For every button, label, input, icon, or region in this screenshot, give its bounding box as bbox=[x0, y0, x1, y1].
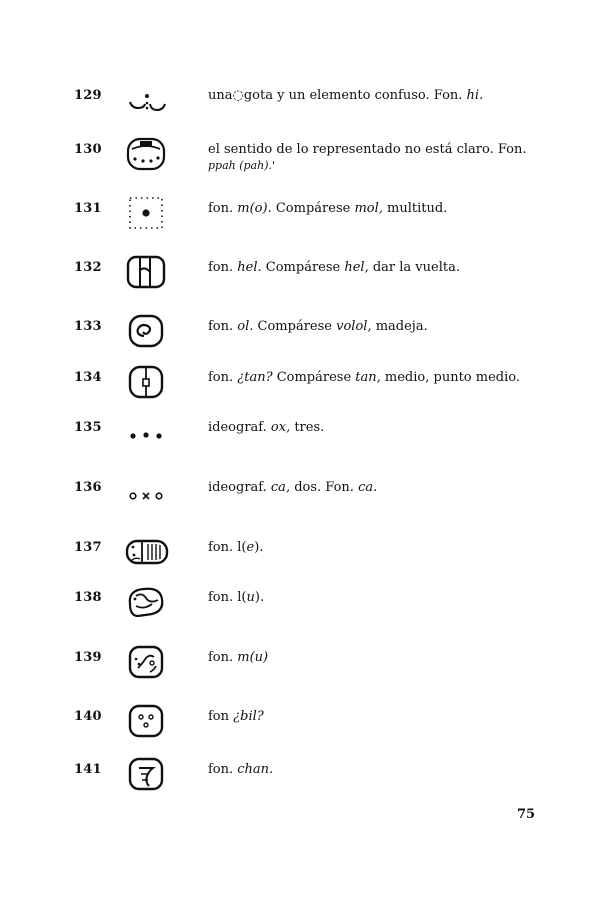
tan-glyph-icon bbox=[122, 364, 170, 400]
entry-number: 138 bbox=[74, 590, 102, 605]
entry-number: 137 bbox=[74, 540, 102, 555]
description-fragment: el sentido de lo representado no está claro. Fon. bbox=[208, 142, 527, 157]
description-fragment: fon. l( bbox=[208, 590, 247, 605]
ppah-glyph-icon bbox=[122, 136, 170, 172]
entry-description bbox=[208, 480, 532, 496]
description-fragment: fon. bbox=[208, 762, 238, 777]
description-fragment: hel, bbox=[344, 260, 369, 275]
entry-description bbox=[208, 590, 532, 606]
mu-glyph-icon bbox=[122, 644, 170, 680]
entry-number: 133 bbox=[74, 319, 102, 334]
description-fragment: medio, punto medio. bbox=[380, 370, 520, 385]
description-fragment: . Compárese bbox=[267, 201, 355, 216]
entry-number: 129 bbox=[74, 88, 102, 103]
description-fragment: gota y un elemento confuso. Fon. bbox=[243, 88, 467, 103]
entry-description bbox=[208, 762, 532, 778]
description-fragment: ideograf. bbox=[208, 420, 271, 435]
description-fragment: hel. bbox=[237, 260, 262, 275]
description-fragment: dos. Fon. bbox=[290, 480, 359, 495]
hi-glyph-icon bbox=[122, 82, 170, 118]
description-fragment: fon. bbox=[208, 650, 238, 665]
description-fragment: ca, bbox=[270, 480, 291, 495]
description-fragment: fon. bbox=[208, 319, 238, 334]
description-fragment: madeja. bbox=[371, 319, 428, 334]
description-fragment: m(o) bbox=[237, 201, 268, 216]
entry-number: 134 bbox=[74, 370, 102, 385]
description-fragment: volol, bbox=[336, 319, 372, 334]
description-fragment: Compárese bbox=[253, 319, 337, 334]
entry-description bbox=[208, 370, 532, 386]
entry-description bbox=[208, 709, 532, 725]
entry-description bbox=[208, 260, 532, 276]
description-fragment: tres. bbox=[290, 420, 325, 435]
entry-number: 131 bbox=[74, 201, 102, 216]
description-fragment: ox, bbox=[270, 420, 291, 435]
entry-description bbox=[208, 201, 532, 217]
entry-number: 136 bbox=[74, 480, 102, 495]
bil-glyph-icon bbox=[122, 703, 170, 739]
description-fragment: multitud. bbox=[382, 201, 448, 216]
description-fragment: Compárese bbox=[272, 370, 356, 385]
entry-number: 141 bbox=[74, 762, 102, 777]
description-continuation: ppah (pah).' bbox=[208, 159, 276, 172]
description-fragment: hi. bbox=[466, 88, 484, 103]
ox-glyph-icon bbox=[122, 414, 170, 450]
entry-description bbox=[208, 540, 532, 556]
le-glyph-icon bbox=[122, 534, 170, 570]
description-fragment: e bbox=[246, 540, 255, 555]
description-fragment: ¿bil? bbox=[233, 709, 264, 724]
entry-description bbox=[208, 420, 532, 436]
entry-description bbox=[208, 319, 532, 335]
description-fragment: Compárese bbox=[261, 260, 345, 275]
ca-glyph-icon bbox=[122, 474, 170, 510]
description-fragment: ¿tan? bbox=[237, 370, 273, 385]
entry-number: 130 bbox=[74, 142, 102, 157]
description-fragment: tan, bbox=[355, 370, 381, 385]
description-fragment: mol, bbox=[354, 201, 383, 216]
chan-glyph-icon bbox=[122, 756, 170, 792]
lu-glyph-icon bbox=[122, 584, 170, 620]
description-fragment: fon. bbox=[208, 201, 238, 216]
entry-description bbox=[208, 88, 532, 104]
entry-description bbox=[208, 650, 532, 666]
description-fragment: ). bbox=[254, 540, 264, 555]
entry-description bbox=[208, 142, 532, 174]
description-fragment: ol. bbox=[237, 319, 254, 334]
description-fragment: m(u) bbox=[237, 650, 269, 665]
ol-glyph-icon bbox=[122, 313, 170, 349]
page-number: 75 bbox=[517, 807, 536, 822]
description-fragment: fon. l( bbox=[208, 540, 247, 555]
entry-number: 140 bbox=[74, 709, 102, 724]
description-fragment: ◌ bbox=[232, 88, 244, 103]
entry-number: 132 bbox=[74, 260, 102, 275]
description-fragment: chan. bbox=[237, 762, 274, 777]
description-fragment: fon bbox=[208, 709, 234, 724]
description-fragment: dar la vuelta. bbox=[368, 260, 460, 275]
description-fragment: ). bbox=[254, 590, 265, 605]
description-fragment: fon. bbox=[208, 370, 238, 385]
description-fragment: una bbox=[208, 88, 233, 103]
entry-number: 139 bbox=[74, 650, 102, 665]
description-fragment: fon. bbox=[208, 260, 238, 275]
description-fragment: ideograf. bbox=[208, 480, 271, 495]
description-fragment: ca. bbox=[358, 480, 378, 495]
mo-glyph-icon bbox=[122, 195, 170, 231]
entry-number: 135 bbox=[74, 420, 102, 435]
description-fragment: u bbox=[246, 590, 255, 605]
hel-glyph-icon bbox=[122, 254, 170, 290]
